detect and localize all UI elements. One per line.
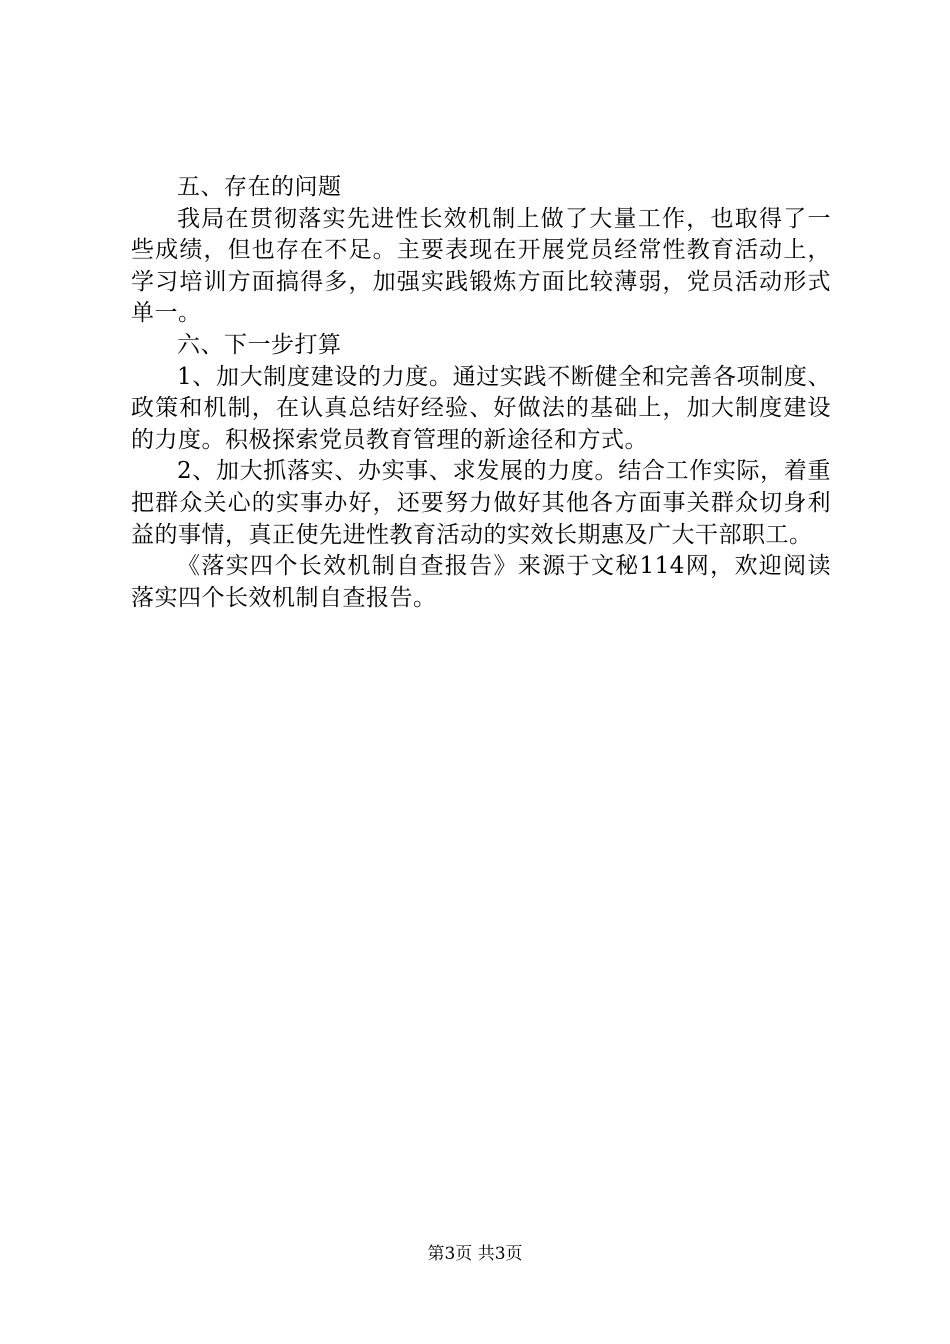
paragraph-step-2: 2、加大抓落实、办实事、求发展的力度。结合工作实际，着重把群众关心的实事办好，还要努力做好其他各方面事关群众切身利益的事情，真正使先进性教育活动的实效长期惠及广大干部职工。	[131, 458, 831, 548]
paragraph-problems: 我局在贯彻落实先进性长效机制上做了大量工作，也取得了一些成绩，但也存在不足。主要表现在开展党员经常性教育活动上，学习培训方面搞得多，加强实践锻炼方面比较薄弱，党员活动形式单一。	[131, 205, 831, 327]
document-body	[131, 172, 831, 614]
section-heading-next-steps: 六、下一步打算	[177, 331, 342, 358]
section-heading-problems: 五、存在的问题	[177, 174, 342, 200]
page-footer: 第3页 共3页	[427, 1244, 523, 1264]
paragraph-step-1: 1、加大制度建设的力度。通过实践不断健全和完善各项制度、政策和机制，在认真总结好经验、好做法的基础上，加大制度建设的力度。积极探索党员教育管理的新途径和方式。	[131, 363, 831, 453]
paragraph-source-note: 《落实四个长效机制自查报告》来源于文秘114网，欢迎阅读落实四个长效机制自查报告。	[131, 553, 831, 611]
